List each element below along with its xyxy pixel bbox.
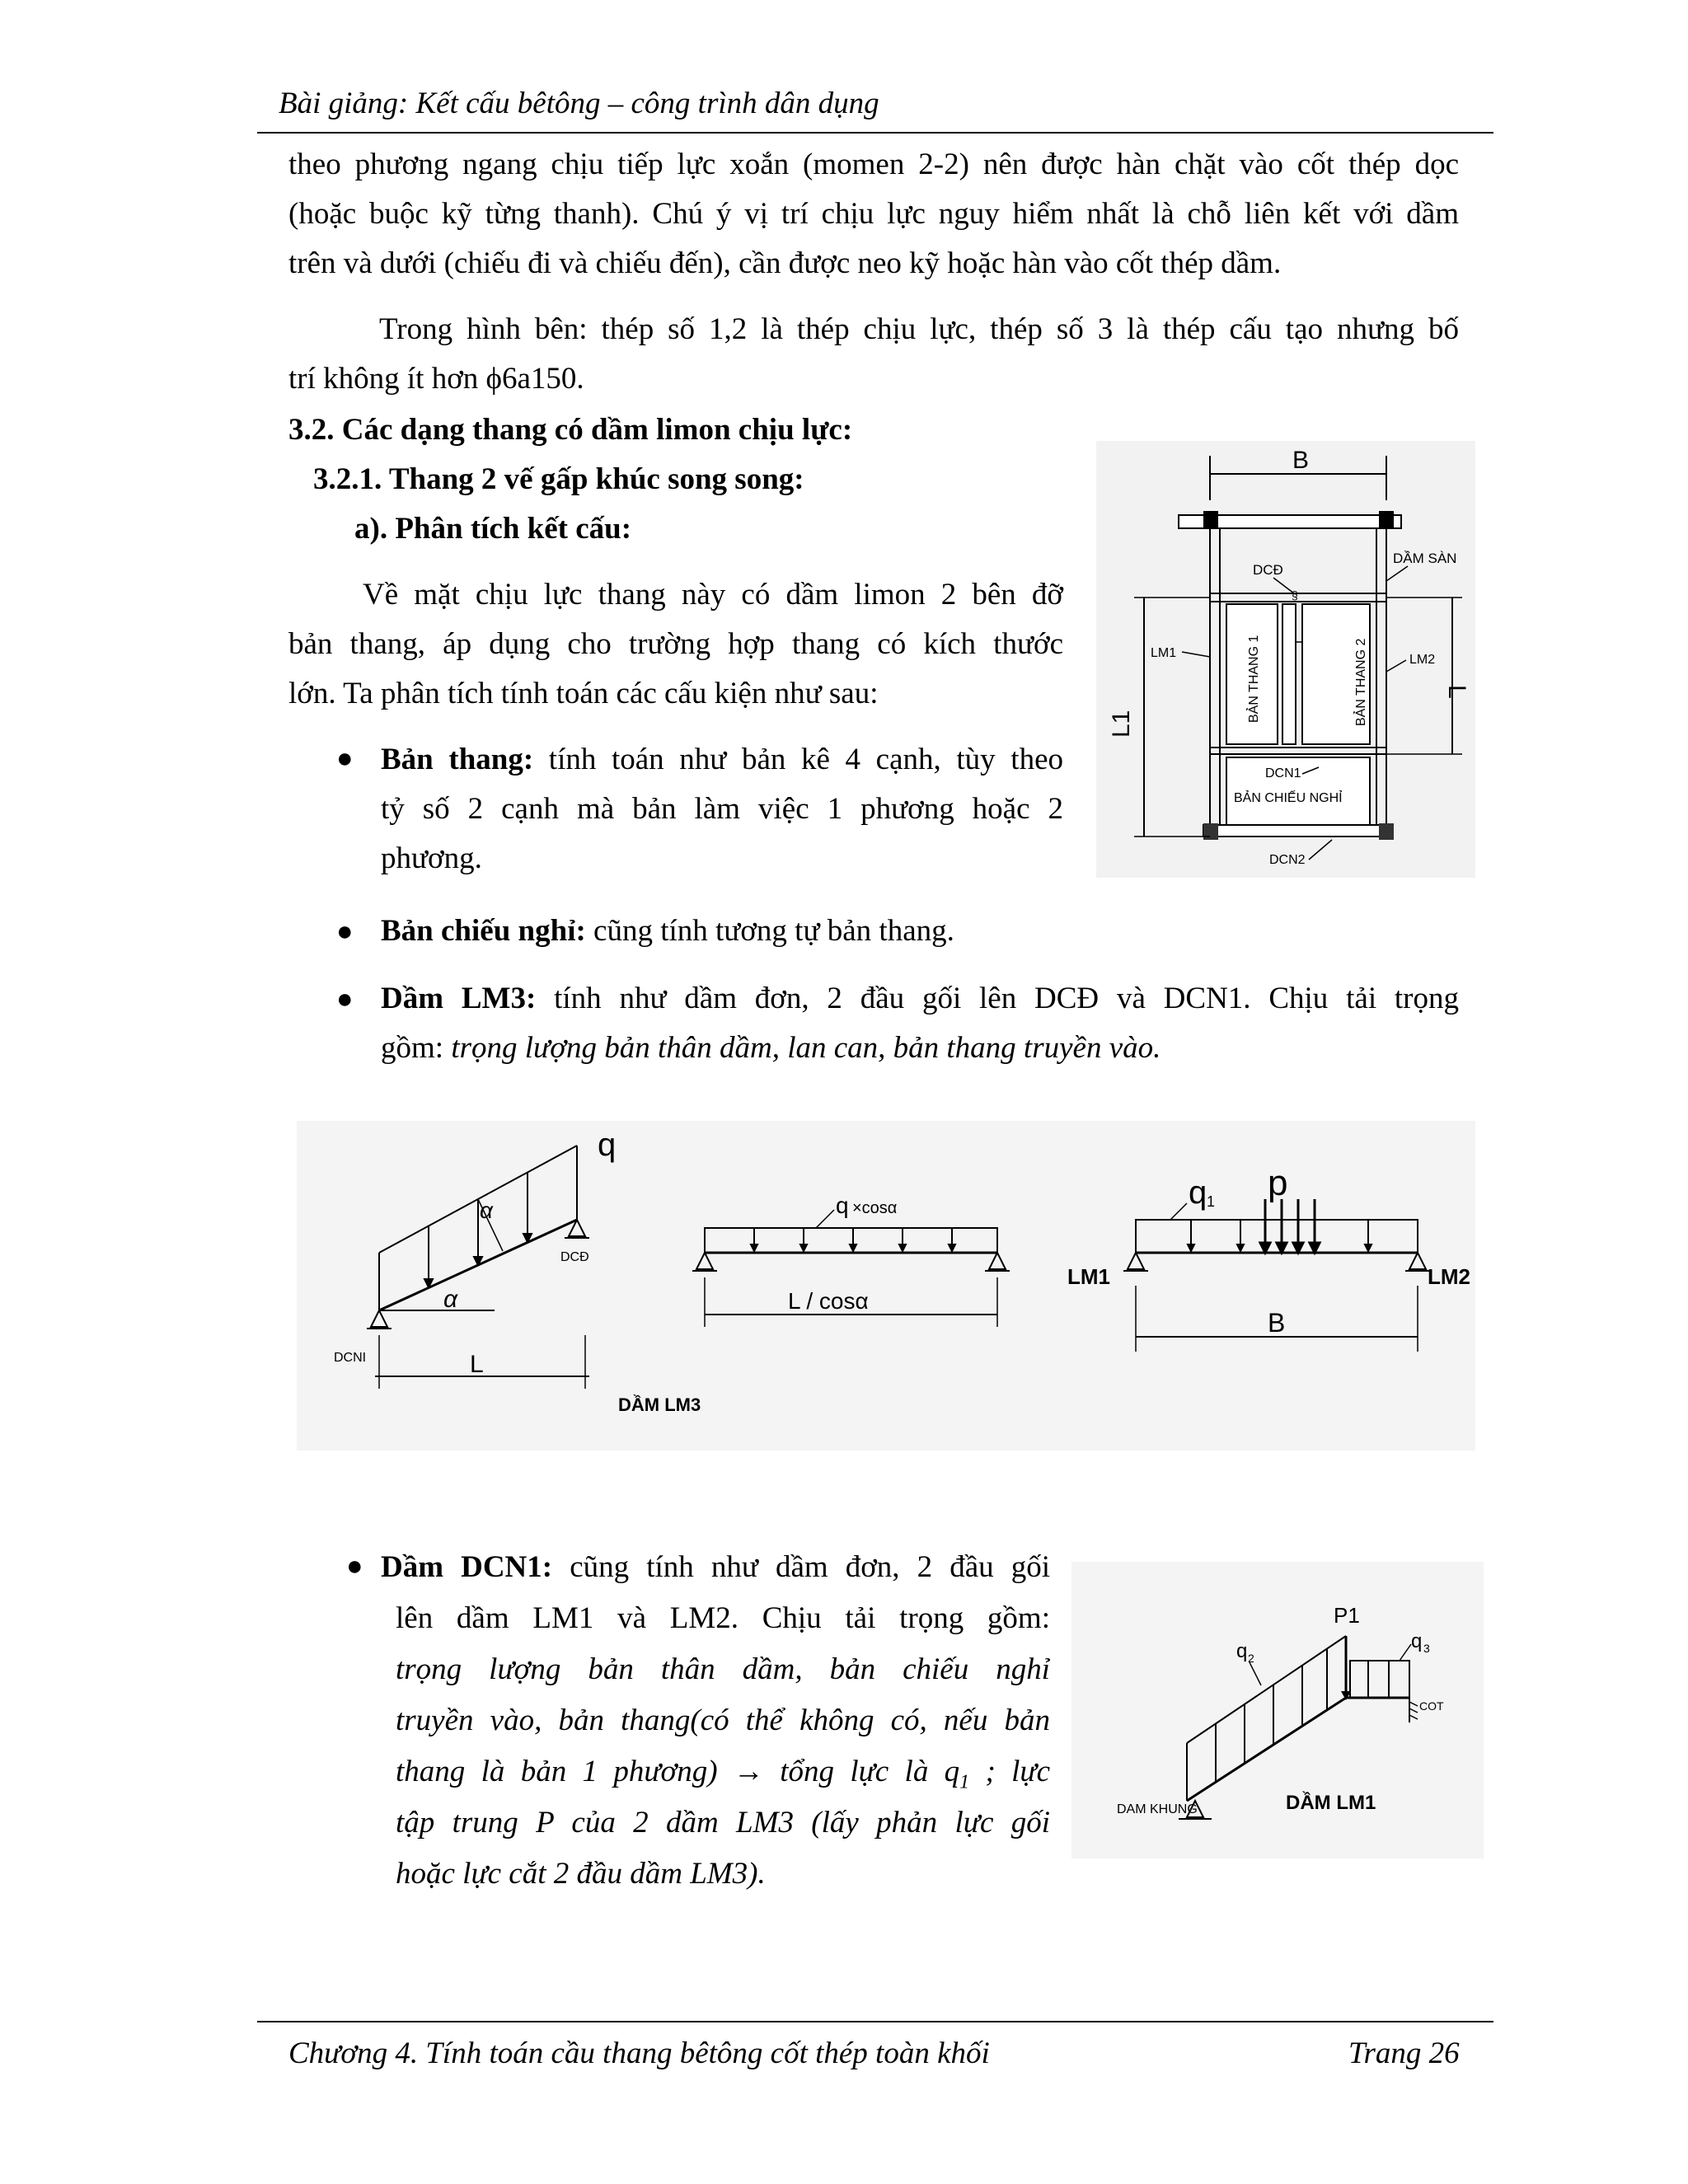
bullet-lm3-line-1 [381, 981, 1459, 1016]
page-header: Bài giảng: Kết cấu bêtông – công trình dân dụng [279, 87, 879, 120]
ban-thang-2-label: BẢN THANG 2 [1354, 638, 1368, 726]
intro-line-3: trên và dưới (chiếu đi và chiếu đến), cần được neo kỹ hoặc hàn vào cốt thép dầm. [288, 246, 1282, 280]
bullet-lm3-title: Dầm LM3: [381, 982, 537, 1015]
dcni-support-label: DCNI [334, 1351, 367, 1365]
analysis-line-3: lớn. Ta phân tích tính toán các cấu kiện như sau: [288, 677, 879, 710]
q3-label: q [1411, 1630, 1423, 1652]
footer-rule [257, 2021, 1493, 2022]
p-label: p [1268, 1163, 1288, 1203]
dam-san-label: DẦM SÀN [1393, 551, 1457, 566]
dcn1-label: DCN1 [1265, 766, 1301, 780]
q1-sub: 1 [1207, 1193, 1216, 1210]
bullet-dcn1-line-4: truyền vào, bản thang(có thể không có, nếu bản [396, 1704, 1050, 1737]
bullet-ban-thang-title: Bản thang: [381, 743, 534, 776]
intro-line-5: trí không ít hơn ϕ6a150. [288, 362, 584, 396]
bullet-lm3-text-2a: gồm: [381, 1031, 452, 1065]
bullet-dcn1-text-5b: ; lực [969, 1755, 1050, 1788]
dim-l-bottom-label: L [470, 1351, 484, 1378]
bullet-dcn1-line-7: hoặc lực cắt 2 đầu dầm LM3). [396, 1857, 766, 1891]
section-heading-3-2: 3.2. Các dạng thang có dầm limon chịu lực: [288, 413, 853, 447]
dcd-support-label: DCĐ [560, 1250, 589, 1264]
bullet-dot: ● [336, 916, 354, 947]
dim-l-cos-label: L / cosα [788, 1288, 869, 1314]
bullet-lm3-line-2 [381, 1030, 1160, 1066]
bullet-ban-thang-line-2: tỷ số 2 cạnh mà bản làm việc 1 phương hoặc 2 [381, 792, 1063, 826]
ban-chieu-nghi-label: BẢN CHIẾU NGHỈ [1234, 791, 1343, 805]
section-heading-a: a). Phân tích kết cấu: [354, 512, 632, 546]
dim-b-right-label: B [1268, 1308, 1286, 1338]
beam-lm3-diagram [297, 1121, 1475, 1451]
section-heading-3-2-1: 3.2.1. Thang 2 vế gấp khúc song song: [313, 462, 804, 496]
bullet-ban-thang-text-1: tính toán như bản kê 4 cạnh, tùy theo [533, 743, 1063, 776]
ban-thang-1-label: BẢN THANG 1 [1247, 635, 1261, 723]
q1-label: q [1189, 1174, 1207, 1211]
header-rule [257, 132, 1493, 134]
dim-l-label: L [1443, 685, 1470, 699]
dcn2-label: DCN2 [1269, 853, 1306, 867]
bullet-ban-chieu-nghi-title: Bản chiếu nghỉ: [381, 914, 586, 948]
dim-l1-label: L1 [1108, 710, 1135, 738]
lm1-support-label: LM1 [1067, 1264, 1110, 1289]
q-cos-suffix: ×cosα [852, 1199, 898, 1217]
bullet-dcn1-line-1 [381, 1549, 1050, 1585]
q3-sub: 3 [1423, 1642, 1430, 1655]
stair-plan-diagram [1096, 441, 1475, 878]
column-bottom-left [1203, 823, 1218, 840]
dim-b-label: B [1292, 447, 1310, 474]
bullet-dot: ● [346, 1551, 363, 1582]
q-cos-label: q [836, 1193, 849, 1218]
bullet-dcn1-text-1: cũng tính như dầm đơn, 2 đầu gối [552, 1550, 1050, 1584]
analysis-line-2: bản thang, áp dụng cho trường hợp thang có kích thước [288, 627, 1063, 661]
bullet-ban-thang-line-3: phương. [381, 841, 482, 875]
dcn2-beam [1203, 825, 1393, 837]
bullet-dcn1-line-6: tập trung P của 2 dầm LM3 (lấy phản lực gối [396, 1806, 1050, 1840]
bullet-lm3-text-2b: trọng lượng bản thân dầm, lan can, bản thang truyền vào. [451, 1031, 1161, 1065]
lm3-diagram-background [297, 1121, 1475, 1451]
lm1-label: LM1 [1151, 646, 1177, 660]
cot-label: COT [1419, 1699, 1444, 1713]
column-bottom-right [1379, 823, 1394, 840]
break-mark: § [1292, 588, 1298, 602]
bullet-ban-thang-line-1 [381, 742, 1063, 777]
lm3-beam [1282, 604, 1296, 744]
q-label-inclined: q [598, 1127, 617, 1163]
alpha-label-top: α [480, 1197, 493, 1223]
analysis-line-1: Về mặt chịu lực thang này có dầm limon 2 bên đỡ [363, 578, 1063, 612]
q2-label: q [1236, 1640, 1248, 1662]
q2-sub: 2 [1248, 1652, 1254, 1665]
intro-line-4: Trong hình bên: thép số 1,2 là thép chịu lực, thép số 3 là thép cấu tạo nhưng bố [379, 312, 1459, 346]
dcd-label: DCĐ [1253, 562, 1283, 578]
column-top-right [1379, 511, 1394, 529]
lm1-caption: DẦM LM1 [1286, 1792, 1376, 1814]
dam-khung-label: DAM KHUNG [1117, 1802, 1198, 1816]
footer-page-number: Trang 26 [1348, 2036, 1460, 2070]
bullet-dcn1-text-5a: thang là bản 1 phương) → tổng lực là q [396, 1755, 960, 1788]
lm3-caption: DẦM LM3 [618, 1394, 701, 1415]
lm2-support-label: LM2 [1428, 1264, 1470, 1289]
p1-label: P1 [1334, 1603, 1360, 1628]
lm2-label: LM2 [1409, 653, 1436, 667]
bullet-ban-chieu-nghi [381, 913, 954, 949]
bullet-dot: ● [336, 984, 354, 1015]
bullet-dcn1-line-2: lên dầm LM1 và LM2. Chịu tải trọng gồm: [396, 1601, 1050, 1635]
intro-line-1: theo phương ngang chịu tiếp lực xoắn (momen 2-2) nên được hàn chặt vào cốt thép dọc [288, 148, 1459, 181]
column-top-left [1203, 511, 1218, 529]
bullet-dcn1-title: Dầm DCN1: [381, 1550, 553, 1584]
bullet-ban-chieu-nghi-text: cũng tính tương tự bản thang. [585, 914, 954, 948]
intro-line-2: (hoặc buộc kỹ từng thanh). Chú ý vị trí chịu lực nguy hiểm nhất là chỗ liên kết với dầm [288, 197, 1459, 231]
bullet-dcn1-line-5 [396, 1754, 1050, 1793]
beam-lm1-diagram [1071, 1562, 1484, 1858]
bullet-dot: ● [336, 743, 354, 774]
bullet-lm3-text-1: tính như dầm đơn, 2 đầu gối lên DCĐ và DCN1. Chịu tải trọng [536, 982, 1459, 1015]
alpha-label-bottom: α [443, 1286, 458, 1313]
bullet-dcn1-line-3: trọng lượng bản thân dầm, bản chiếu nghỉ [396, 1652, 1050, 1686]
footer-chapter: Chương 4. Tính toán cầu thang bêtông cốt thép toàn khối [288, 2036, 990, 2070]
bullet-dcn1-text-5sub: 1 [959, 1771, 970, 1793]
